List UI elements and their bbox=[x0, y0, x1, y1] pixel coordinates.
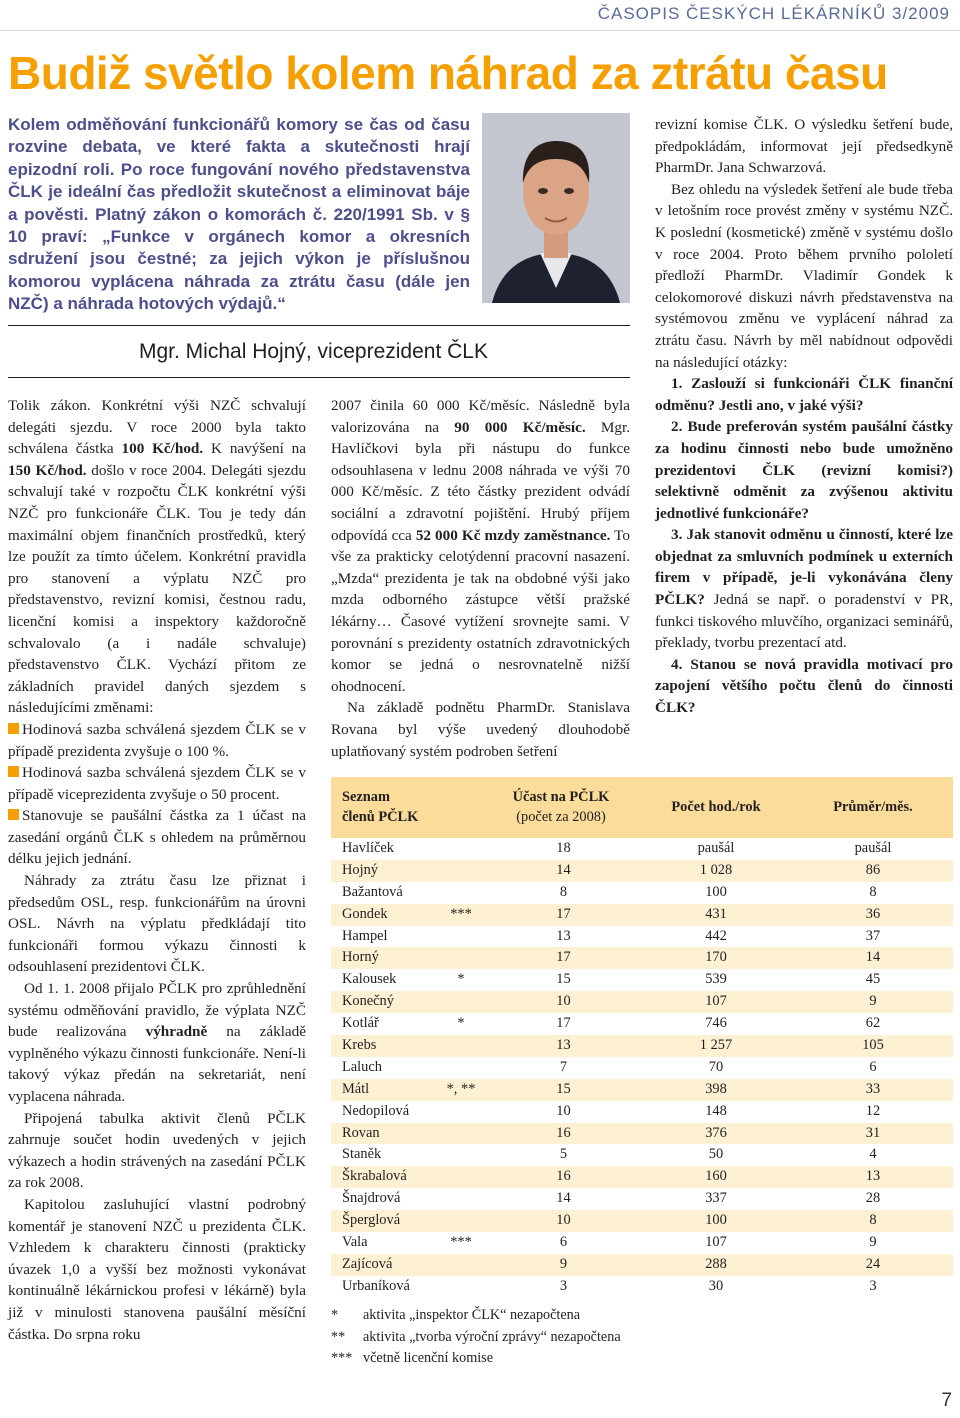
orange-square-bullet-icon bbox=[8, 766, 19, 777]
cell-hours: 431 bbox=[705, 905, 727, 922]
cell-average: 4 bbox=[869, 1146, 877, 1163]
cell-name: Gondek bbox=[342, 905, 388, 922]
col3-paragraph-2: Bez ohledu na výsledek šetření ale bude třeba v letošním roce provést změny v systému NZČ. K poslední (kosmetické) změně v systému došlo v roce 2004. Proto během prvního pololetí předloží PharmDr. Vladimír Gondek k celokomorové diskuzi návrh představenstva na systémovou změnu ve vyplácení náhrad za ztrátu času. Návrh by měl nabídnout odpovědi na následující otázky: bbox=[655, 180, 953, 371]
cell-average: paušál bbox=[854, 840, 892, 856]
col1-paragraph-4: Připojená tabulka aktivit členů PČLK zahrnuje součet hodin uvedených v jejich výkazech a hodin strávených na zasedání PČLK za rok 2008. bbox=[8, 1109, 306, 1192]
cell-attendance: 6 bbox=[559, 1234, 568, 1251]
orange-square-bullet-icon bbox=[8, 809, 19, 820]
orange-square-bullet-icon bbox=[8, 723, 19, 734]
cell-name: Hojný bbox=[342, 861, 378, 878]
question-1: 1. Zaslouží si funkcionáři ČLK finanční odměnu? Jestli ano, v jaké výši? bbox=[655, 375, 953, 414]
cell-hours: 398 bbox=[705, 1080, 727, 1097]
cell-average: 86 bbox=[865, 861, 881, 878]
table-body bbox=[331, 838, 953, 1298]
cell-attendance: 10 bbox=[556, 1102, 571, 1119]
cell-average: 9 bbox=[869, 1234, 877, 1251]
cell-hours: 107 bbox=[705, 1234, 727, 1251]
page-number: 7 bbox=[941, 1390, 952, 1411]
cell-hours: 30 bbox=[708, 1277, 724, 1294]
cell-average: 8 bbox=[869, 883, 877, 900]
cell-average: 31 bbox=[865, 1124, 881, 1141]
table-row bbox=[331, 1276, 953, 1298]
table-row bbox=[331, 1232, 953, 1254]
table-row bbox=[331, 904, 953, 926]
cell-name: Konečný bbox=[342, 993, 394, 1010]
table-row bbox=[331, 1123, 953, 1145]
cell-hours: 376 bbox=[705, 1124, 727, 1141]
cell-hours: 1 028 bbox=[699, 861, 733, 878]
col1-paragraph-1: Tolik zákon. Konkrétní výši NZČ schvalují delegáti sjezdu. V roce 2000 byla takto schválena částka 100 Kč/hod. K navýšení na 150 Kč/hod. došlo v roce 2004. Delegáti sjezdu schvalují také v rozpočtu ČLK konkrétní výši NZČ pro funkcionáře ČLK. Tou je tedy dán maximální objem finančních prostředků, který lze použít za tímto účelem. Konkrétní pravidla pro stanovení a výplatu NZČ pro představenstvo, revizní komisi, čestnou radu, licenční komisi a inspektory každoročně schvalovalo (a i nadále schvaluje) představenstvo ČLK. Vychází přitom ze základních pravidel daných sjezdem s následujícími změnami: bbox=[8, 397, 306, 717]
cell-attendance: 15 bbox=[556, 971, 571, 988]
footnote: *** včetně licenční komise bbox=[331, 1350, 494, 1366]
cell-attendance: 13 bbox=[556, 927, 571, 944]
cell-name: Krebs bbox=[342, 1037, 377, 1054]
cell-name: Bažantová bbox=[342, 883, 403, 900]
table-row bbox=[331, 860, 953, 882]
cell-mark: * bbox=[457, 971, 465, 988]
table-row bbox=[331, 1166, 953, 1188]
cell-average: 3 bbox=[869, 1277, 877, 1294]
table-row bbox=[331, 1254, 953, 1276]
bullet-item: Hodinová sazba schválená sjezdem ČLK se v případě viceprezidenta zvyšuje o 50 procent. bbox=[8, 764, 306, 803]
cell-name: Rovan bbox=[342, 1124, 380, 1141]
question-2: 2. Bude preferován systém paušální částky za hodinu činnosti nebo bude umožněno prezidentovi ČLK (revizní komisi?) selektivně odměnit za zvýšenou aktivitu jednotlivé funkcionáře? bbox=[655, 418, 953, 522]
cell-hours: 50 bbox=[708, 1146, 724, 1163]
cell-hours: 337 bbox=[705, 1190, 727, 1207]
cell-name: Kotlář bbox=[342, 1015, 379, 1032]
cell-hours: 70 bbox=[708, 1058, 724, 1075]
header-rule bbox=[0, 30, 960, 31]
cell-average: 36 bbox=[865, 905, 881, 922]
cell-attendance: 17 bbox=[556, 905, 571, 922]
cell-hours: 107 bbox=[705, 993, 727, 1010]
cell-hours: 100 bbox=[705, 883, 727, 900]
col1-paragraph-2: Náhrady za ztrátu času lze přiznat i předsedům OSL, resp. funkcionářům na úrovni OSL. Návrh na výplatu předkládají tito funkcionáři formou výkazu činnosti k odsouhlasení prezidentovi ČLK. bbox=[8, 872, 306, 976]
cell-hours: 1 257 bbox=[699, 1037, 733, 1054]
table-row bbox=[331, 1079, 953, 1101]
cell-attendance: 17 bbox=[556, 949, 571, 966]
cell-name: Hampel bbox=[342, 927, 388, 944]
cell-hours: 170 bbox=[705, 949, 727, 966]
cell-attendance: 10 bbox=[556, 1212, 571, 1229]
article-lead: Kolem odměňování funkcionářů komory se čas od času rozvine debata, ve které fakta a skutečnosti hrají epizodní roli. Po roce fungování nového představenstva ČLK je ideální čas předložit skutečnost a eliminovat báje a pověsti. Platný zákon o komorách č. 220/1991 Sb. v § 10 praví: „Funkce v orgánech komor a okresních sdružení jsou čestné; za jejich výkon je příslušnou komorou vyplácena náhrada za ztrátu času (dále jen NZČ) a náhrada hotových výdajů.“ bbox=[8, 115, 470, 314]
table-row bbox=[331, 1188, 953, 1210]
cell-attendance: 18 bbox=[556, 840, 571, 856]
cell-hours: 746 bbox=[705, 1015, 727, 1032]
header-average: Průměr/měs. bbox=[833, 799, 913, 815]
column-3 bbox=[655, 114, 953, 719]
cell-attendance: 14 bbox=[556, 861, 571, 878]
cell-name: Vala bbox=[342, 1234, 368, 1251]
cell-attendance: 13 bbox=[556, 1037, 571, 1054]
question-4: 4. Stanou se nová pravidla motivací pro zapojení většího počtu členů do činnosti ČLK? bbox=[655, 655, 953, 717]
column-1 bbox=[8, 395, 306, 1345]
cell-average: 9 bbox=[869, 993, 877, 1010]
cell-name: Kalousek bbox=[342, 971, 397, 988]
cell-name: Staněk bbox=[342, 1146, 382, 1163]
cell-attendance: 14 bbox=[556, 1190, 571, 1207]
table-row bbox=[331, 947, 953, 969]
cell-name: Havlíček bbox=[342, 840, 394, 856]
cell-attendance: 8 bbox=[559, 883, 568, 900]
cell-name: Zajícová bbox=[342, 1255, 393, 1272]
cell-hours: 148 bbox=[705, 1102, 727, 1119]
cell-name: Šnajdrová bbox=[342, 1190, 401, 1207]
table-row bbox=[331, 882, 953, 904]
table-row bbox=[331, 969, 953, 991]
cell-average: 8 bbox=[869, 1212, 877, 1229]
cell-name: Horný bbox=[342, 949, 379, 966]
cell-hours: 539 bbox=[705, 971, 727, 988]
cell-average: 12 bbox=[865, 1102, 881, 1119]
cell-attendance: 7 bbox=[559, 1058, 568, 1075]
table-row bbox=[331, 991, 953, 1013]
header-name: Seznam členů PČLK bbox=[342, 789, 419, 825]
table-row bbox=[331, 1101, 953, 1123]
byline-rule-top bbox=[8, 325, 630, 326]
table-row bbox=[331, 1035, 953, 1057]
footnote: ** aktivita „tvorba výroční zprávy“ nezapočtena bbox=[331, 1328, 621, 1345]
cell-hours: 160 bbox=[705, 1168, 727, 1185]
table-row bbox=[331, 1144, 953, 1166]
cell-attendance: 3 bbox=[559, 1277, 568, 1294]
cell-average: 45 bbox=[865, 971, 881, 988]
author-photo bbox=[482, 113, 630, 303]
cell-hours: 288 bbox=[705, 1255, 727, 1272]
cell-name: Škrabalová bbox=[342, 1168, 407, 1185]
bullet-item: Hodinová sazba schválená sjezdem ČLK se v případě prezidenta zvyšuje o 100 %. bbox=[8, 720, 306, 760]
header-hours: Počet hod./rok bbox=[671, 799, 761, 815]
table-row bbox=[331, 1210, 953, 1232]
cell-attendance: 10 bbox=[556, 993, 571, 1010]
table-row bbox=[331, 926, 953, 948]
cell-mark: *, ** bbox=[446, 1080, 476, 1097]
cell-attendance: 16 bbox=[556, 1168, 571, 1185]
column-2 bbox=[331, 395, 630, 762]
bullet-item: Stanovuje se paušální částka za 1 účast na zasedání orgánů ČLK s ohledem na průměrnou délku jejich jednání. bbox=[8, 807, 306, 868]
footnote: * aktivita „inspektor ČLK“ nezapočtena bbox=[331, 1307, 581, 1323]
table-footnotes bbox=[331, 1305, 621, 1370]
table-row bbox=[331, 1013, 953, 1035]
cell-name: Nedopilová bbox=[342, 1102, 410, 1119]
cell-name: Mátl bbox=[342, 1080, 370, 1097]
cell-average: 37 bbox=[865, 927, 881, 944]
cell-attendance: 5 bbox=[559, 1146, 568, 1163]
cell-average: 105 bbox=[862, 1037, 884, 1054]
cell-attendance: 9 bbox=[559, 1255, 568, 1272]
cell-hours: 442 bbox=[705, 927, 727, 944]
cell-mark: * bbox=[457, 1015, 465, 1032]
cell-average: 6 bbox=[869, 1058, 877, 1075]
cell-average: 13 bbox=[865, 1168, 881, 1185]
cell-hours: paušál bbox=[697, 840, 735, 856]
cell-name: Šperglová bbox=[342, 1212, 401, 1229]
cell-mark: *** bbox=[450, 905, 472, 922]
cell-mark: *** bbox=[450, 1234, 472, 1251]
col3-paragraph-1: revizní komise ČLK. O výsledku šetření bude, předpokládám, informovat její předsedkyně PharmDr. Jana Schwarzová. bbox=[655, 116, 953, 177]
cell-hours: 100 bbox=[705, 1212, 727, 1229]
cell-average: 24 bbox=[865, 1255, 881, 1272]
cell-average: 62 bbox=[865, 1015, 881, 1032]
article-headline: Budiž světlo kolem náhrad za ztrátu času bbox=[8, 47, 888, 99]
portrait-image bbox=[482, 113, 630, 303]
table-row bbox=[331, 1057, 953, 1079]
cell-average: 14 bbox=[865, 949, 881, 966]
cell-name: Urbaníková bbox=[342, 1277, 410, 1294]
table-header bbox=[331, 777, 953, 838]
col2-paragraph-1: 2007 činila 60 000 Kč/měsíc. Následně byla valorizována na 90 000 Kč/měsíc. Mgr. Havlíčkovi byla při nástupu do funkce odsouhlasena v lednu 2008 náhrada ve výši 70 000 Kč/měsíc. Z této částky prezident odvádí sociální a zdravotní pojištění. Hrubý příjem odpovídá cca 52 000 Kč mzdy zaměstnance. To vše za prakticky celotýdenní pracovní nasazení. „Mzda“ prezidenta je tak na obdobné výši jako mzda odborného zástupce větší pražské lékárny… Časové vytížení srovnejte sami. V porovnání s prezidenty ostatních zdravotnických komor se jedná o nesrovnatelně nižší ohodnocení. bbox=[331, 397, 630, 695]
col1-paragraph-5: Kapitolou zasluhující vlastní podrobný komentář je stanovení NZČ u prezidenta ČLK. Vzhledem k charakteru činnosti (prakticky úvazek 1,0 a vyšší bez možnosti vykonávat kontinuálně lékárnickou profesi v lékárně) byla již v minulosti stanovena paušální měsíční částka. Do srpna roku bbox=[8, 1195, 306, 1343]
cell-average: 28 bbox=[865, 1190, 881, 1207]
cell-name: Laluch bbox=[342, 1058, 382, 1075]
activity-table bbox=[331, 777, 953, 1298]
cell-average: 33 bbox=[865, 1080, 881, 1097]
header-attendance: Účast na PČLK (počet za 2008) bbox=[512, 789, 610, 825]
col2-paragraph-2: Na základě podnětu PharmDr. Stanislava Rovana byl výše uvedený dlouhodobě uplatňovaný systém podroben šetření bbox=[331, 699, 630, 760]
col1-paragraph-3: Od 1. 1. 2008 přijalo PČLK pro zprůhlednění systému odměňování pravidlo, že výplata NZČ bude realizována výhradně na základě vyplněného výkazu činnosti funkcionáře. Není-li takový výkaz předán na sekretariát, není vyplacena náhrada. bbox=[8, 980, 306, 1105]
table-row bbox=[331, 838, 953, 860]
magazine-title: ČASOPIS ČESKÝCH LÉKÁRNÍKŮ 3/2009 bbox=[597, 4, 950, 23]
byline-rule-bottom bbox=[8, 377, 630, 378]
question-3: 3. Jak stanovit odměnu u činností, které lze objednat za smluvních podmínek u externích firem v případě, je-li vykonávána členy PČLK? Jedná se např. o poradenství v PR, funkci tiskového mluvčího, organizaci seminářů, překlady, tvorbu prezentací atd. bbox=[655, 526, 953, 652]
cell-attendance: 17 bbox=[556, 1015, 571, 1032]
author-byline: Mgr. Michal Hojný, viceprezident ČLK bbox=[139, 340, 488, 363]
cell-attendance: 16 bbox=[556, 1124, 571, 1141]
cell-attendance: 15 bbox=[556, 1080, 571, 1097]
